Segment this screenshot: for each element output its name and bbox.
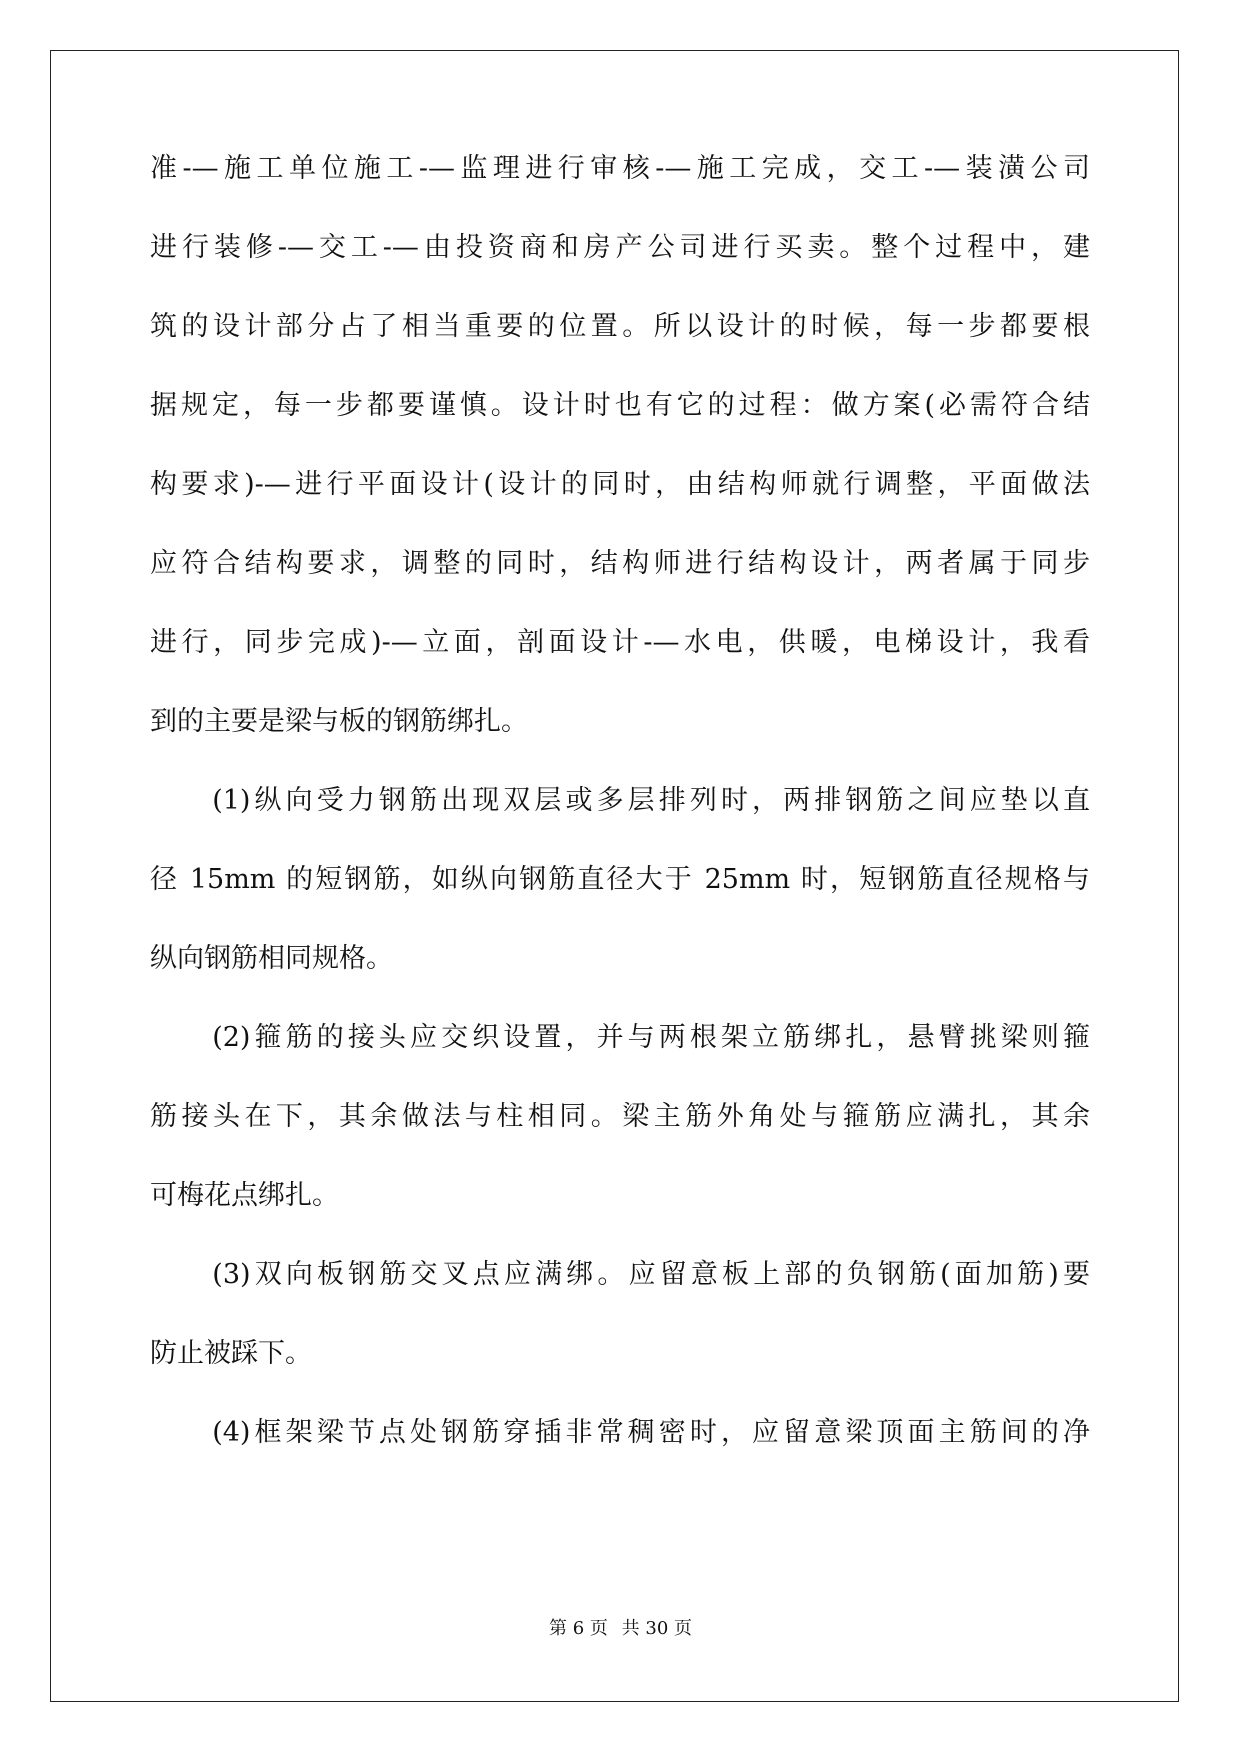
text-line: (2)箍筋的接头应交织设置，并与两根架立筋绑扎，悬臂挑梁则箍 <box>150 1022 1090 1053</box>
document-body <box>150 155 1090 1498</box>
page-number: 第 6 页 <box>549 1618 608 1639</box>
text-line: 可梅花点绑扎。 <box>150 1180 339 1211</box>
text-line: 筋接头在下，其余做法与柱相同。梁主筋外角处与箍筋应满扎，其余 <box>150 1101 1090 1132</box>
text-line: 径 15mm 的短钢筋，如纵向钢筋直径大于 25mm 时，短钢筋直径规格与 <box>150 864 1090 895</box>
text-line: 应符合结构要求，调整的同时，结构师进行结构设计，两者属于同步 <box>150 548 1090 579</box>
page-footer <box>0 1614 1241 1640</box>
text-line: 构要求)-—进行平面设计(设计的同时，由结构师就行调整，平面做法 <box>150 469 1090 500</box>
text-line: 进行，同步完成)-—立面，剖面设计-—水电，供暖，电梯设计，我看 <box>150 627 1090 658</box>
text-line: 据规定，每一步都要谨慎。设计时也有它的过程：做方案(必需符合结 <box>150 390 1090 421</box>
text-line: (4)框架梁节点处钢筋穿插非常稠密时，应留意梁顶面主筋间的净 <box>150 1417 1090 1448</box>
text-line: 防止被踩下。 <box>150 1338 312 1369</box>
text-line: 纵向钢筋相同规格。 <box>150 943 393 974</box>
text-line: 到的主要是梁与板的钢筋绑扎。 <box>150 706 528 737</box>
text-line: (1)纵向受力钢筋出现双层或多层排列时，两排钢筋之间应垫以直 <box>150 785 1090 816</box>
text-line: 准-—施工单位施工-—监理进行审核-—施工完成，交工-—装潢公司 <box>150 153 1090 184</box>
total-pages: 共 30 页 <box>621 1618 692 1639</box>
text-line: (3)双向板钢筋交叉点应满绑。应留意板上部的负钢筋(面加筋)要 <box>150 1259 1090 1290</box>
text-line: 筑的设计部分占了相当重要的位置。所以设计的时候，每一步都要根 <box>150 311 1090 342</box>
text-line: 进行装修-—交工-—由投资商和房产公司进行买卖。整个过程中，建 <box>150 232 1090 263</box>
